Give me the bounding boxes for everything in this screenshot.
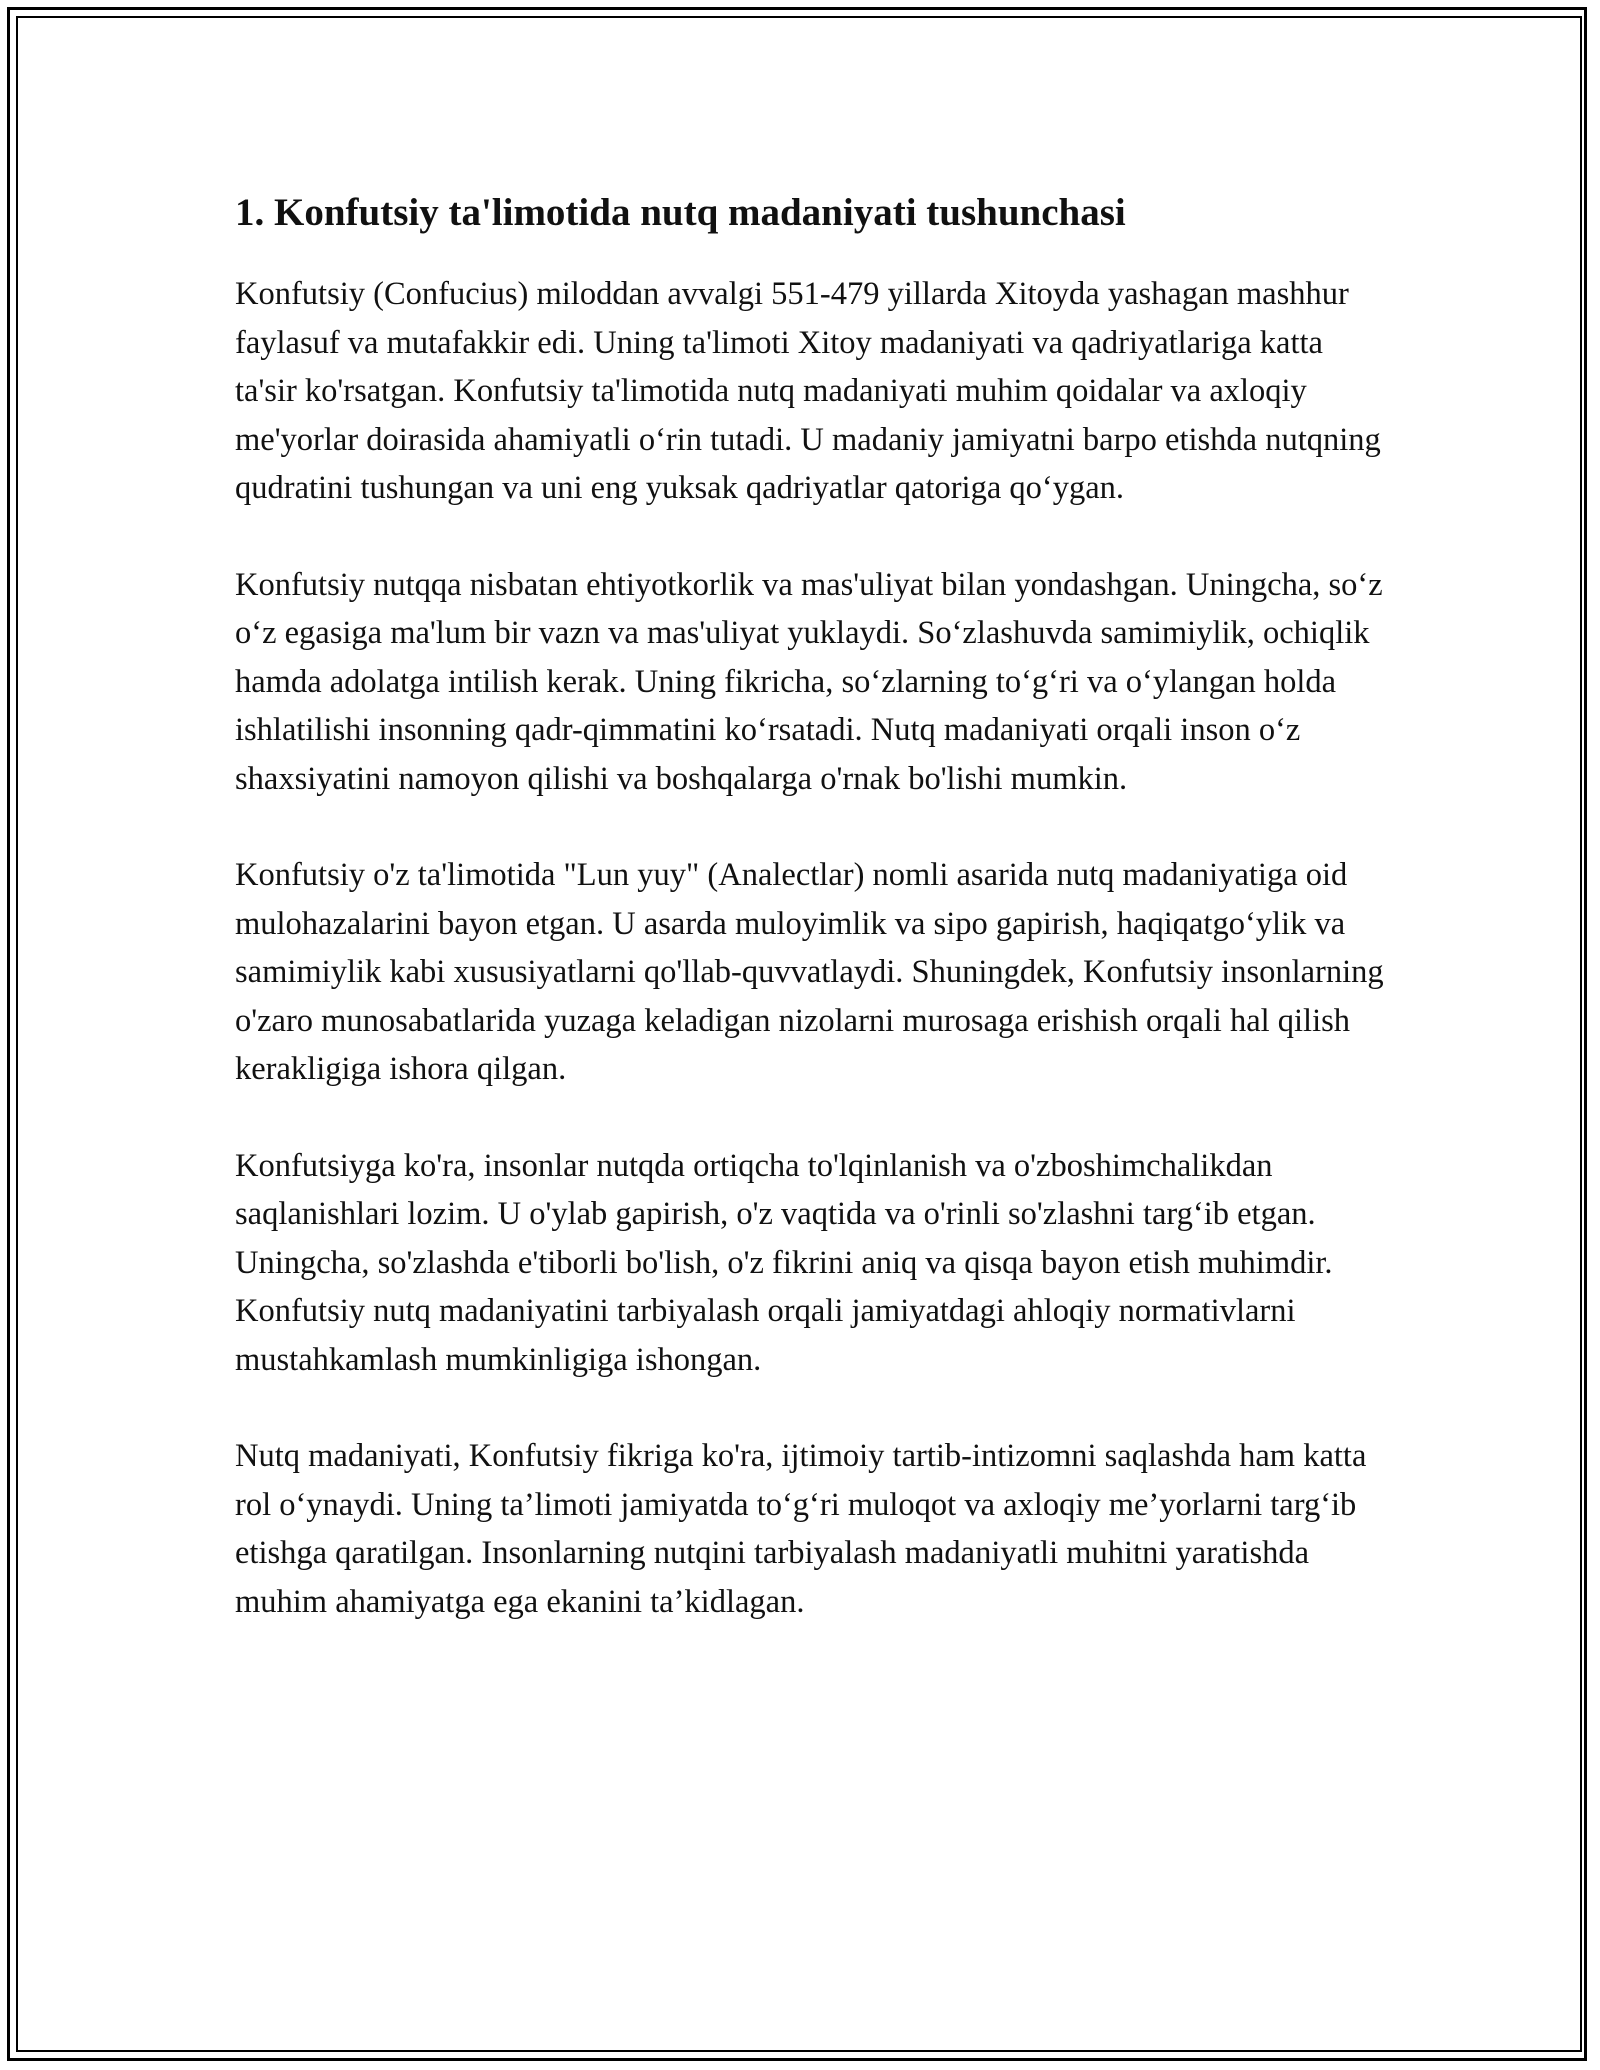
paragraph-2: Konfutsiy nutqqa nisbatan ehtiyotkorlik va mas'uliyat bilan yondashgan. Uningcha, so‘z o‘z egasiga ma'lum bir vazn va mas'uliyat yuklaydi. So‘zlashuvda samimiylik, ochiqlik hamda adolatga intilish kerak. Uning fikricha, so‘zlarning to‘g‘ri va o‘ylangan holda ishlatilishi insonning qadr-qimmatini ko‘rsatadi. Nutq madaniyati orqali inson o‘z shaxsiyatini namoyon qilishi va boshqalarga o'rnak bo'lishi mumkin. [235, 566, 1383, 797]
paragraph-1: Konfutsiy (Confucius) miloddan avvalgi 551-479 yillarda Xitoyda yashagan mashhur faylasuf va mutafakkir edi. Uning ta'limoti Xitoy madaniyati va qadriyatlariga katta ta'sir ko'rsatgan. Konfutsiy ta'limotida nutq madaniyati muhim qoidalar va axloqiy me'yorlar doirasida ahamiyatli o‘rin tutadi. U madaniy jamiyatni barpo etishda nutqning qudratini tushungan va uni eng yuksak qadriyatlar qatoriga qo‘ygan. [235, 276, 1381, 506]
document-body [235, 180, 1385, 1674]
paragraph-4: Konfutsiyga ko'ra, insonlar nutqda ortiqcha to'lqinlanish va o'zboshimchalikdan saqlanishlari lozim. U o'ylab gapirish, o'z vaqtida va o'rinli so'zlashni targ‘ib etgan. Uningcha, so'zlashda e'tiborli bo'lish, o'z fikrini aniq va qisqa bayon etish muhimdir. Konfutsiy nutq madaniyatini tarbiyalash orqali jamiyatdagi ahloqiy normativlarni mustahkamlash mumkinligiga ishongan. [235, 1147, 1333, 1378]
document-title: 1. Konfutsiy ta'limotida nutq madaniyati tushunchasi [235, 191, 1126, 234]
paragraph-3: Konfutsiy o'z ta'limotida "Lun yuy" (Analectlar) nomli asarida nutq madaniyatiga oid mulohazalarini bayon etgan. U asarda muloyimlik va sipo gapirish, haqiqatgo‘ylik va samimiylik kabi xususiyatlarni qo'llab-quvvatlaydi. Shuningdek, Konfutsiy insonlarning o'zaro munosabatlarida yuzaga keladigan nizolarni murosaga erishish orqali hal qilish kerakligiga ishora qilgan. [235, 857, 1384, 1087]
paragraph-5: Nutq madaniyati, Konfutsiy fikriga ko'ra, ijtimoiy tartib-intizomni saqlashda ham katta rol o‘ynaydi. Uning ta’limoti jamiyatda to‘g‘ri muloqot va axloqiy me’yorlarni targ‘ib etishga qaratilgan. Insonlarning nutqini tarbiyalash madaniyatli muhitni yaratishda muhim ahamiyatga ega ekanini ta’kidlagan. [235, 1438, 1367, 1620]
